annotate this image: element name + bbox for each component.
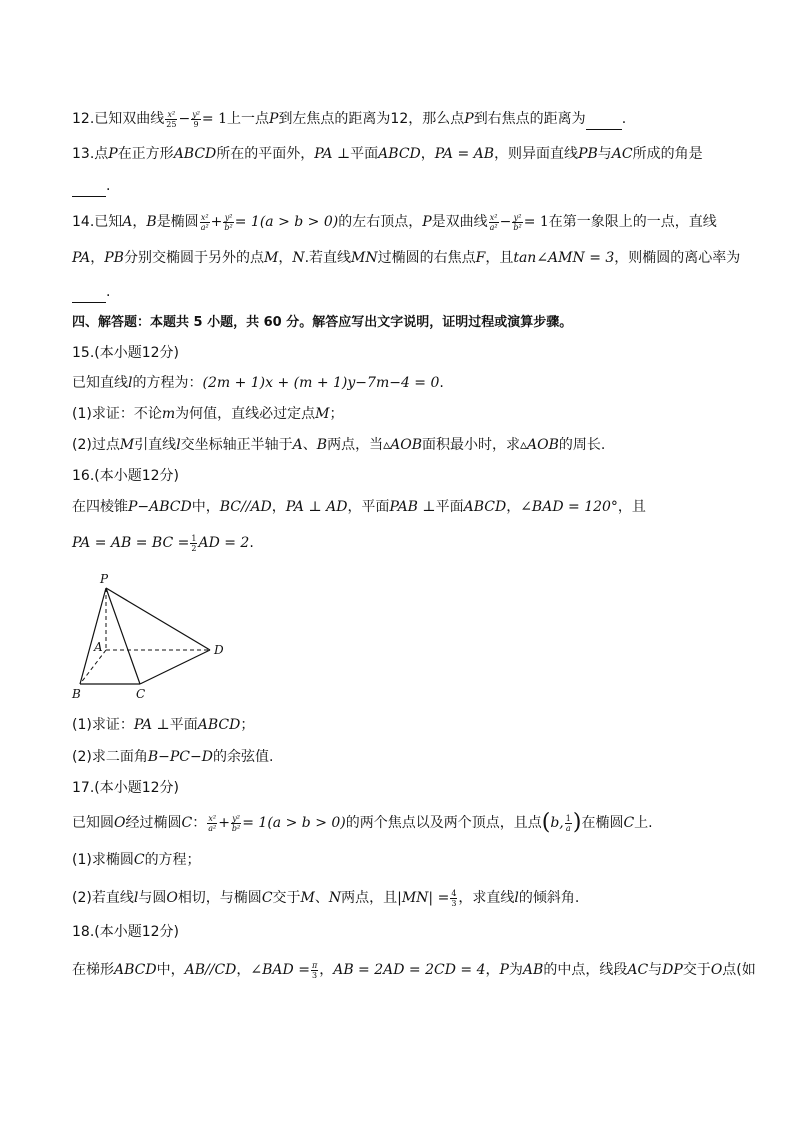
question-13-answer-line: . bbox=[72, 176, 734, 197]
edge-CD bbox=[140, 650, 210, 684]
fraction: $\frac{1}{a}$ bbox=[565, 813, 571, 833]
fraction: $\frac{1}{2}$ bbox=[191, 533, 197, 553]
fraction: $\frac{\text{y²}}{\text{b²}}$ bbox=[231, 813, 241, 833]
vertex-label-B: B bbox=[72, 687, 81, 701]
question-16-heading: 16.(本小题12分) bbox=[72, 468, 180, 484]
fraction: $\frac{\text{x²}}{\text{a²}}$ bbox=[200, 212, 209, 232]
question-17-stem: 已知圆O经过椭圆C： $\frac{\text{x²}}{\text{a²}}$ + $\frac{\text{y²}}{\text{b²}}$ = 1(a > b > 0)的两个焦点以及两个顶点，且点(b, $\frac{1}{a}$ )在椭圆C上. bbox=[72, 810, 653, 835]
answer-blank bbox=[72, 176, 106, 197]
edge-PB bbox=[80, 588, 106, 684]
question-17-part-1: (1)求椭圆C的方程； bbox=[72, 852, 201, 868]
vertex-label-P: P bbox=[100, 572, 109, 586]
question-14-line-2: PA，PB分别交椭圆于另外的点M，N.若直线MN过椭圆的右焦点F，且tan∠AMN = 3，则椭圆的离心率为 bbox=[72, 250, 741, 266]
section-heading: 四、解答题：本题共 5 小题，共 60 分。解答应写出文字说明，证明过程或演算步骤。 bbox=[72, 315, 573, 330]
vertex-label-D: D bbox=[214, 643, 224, 657]
fraction: $\frac{\text{y²}}{\text{b²}}$ bbox=[224, 212, 233, 232]
vertex-label-A: A bbox=[94, 640, 103, 654]
question-16-stem-line-2: PA = AB = BC = $\frac{1}{2}$ AD = 2. bbox=[72, 533, 254, 553]
fraction: $\frac{\text{y²}}{9}$ bbox=[192, 109, 200, 129]
edge-AB-hidden bbox=[80, 650, 106, 684]
question-17-part-2: (2)若直线l与圆O相切，与椭圆C交于M、N两点，且|MN| = $\frac{4}{3}$ ，求直线l的倾斜角. bbox=[72, 888, 580, 908]
fraction: $\frac{\text{x²}}{\text{a²}}$ bbox=[208, 813, 217, 833]
question-16-stem: 在四棱锥P−ABCD中，BC//AD，PA ⊥ AD，平面PAB ⊥平面ABCD，∠BAD = 120°，且 bbox=[72, 499, 646, 515]
question-14: 14.已知A，B是椭圆 $\frac{\text{x²}}{\text{a²}}$ + $\frac{\text{y²}}{\text{b²}}$ = 1(a > b > 0)的左右顶点，P是双曲线 $\frac{\text{x²}}{\text{a²}}$ − $\frac{\text{y²}}{\text{b²}}$ = 1在第一象限上的一点，直线 bbox=[72, 212, 717, 232]
fraction: $\frac{\pi}{3}$ bbox=[311, 960, 318, 980]
edge-PD bbox=[106, 588, 210, 650]
question-16-part-2: (2)求二面角B−PC−D的余弦值. bbox=[72, 749, 274, 765]
vertex-label-C: C bbox=[136, 687, 146, 701]
fraction: $\frac{\text{x²}}{25}$ bbox=[166, 109, 177, 129]
fraction: $\frac{\text{y²}}{\text{b²}}$ bbox=[513, 212, 522, 232]
question-15-heading: 15.(本小题12分) bbox=[72, 345, 180, 361]
question-16-part-1: (1)求证：PA ⊥平面ABCD； bbox=[72, 717, 255, 733]
question-15-stem: 已知直线l的方程为：(2m + 1)x + (m + 1)y−7m−4 = 0. bbox=[72, 375, 444, 391]
question-15-part-2: (2)过点M引直线l交坐标轴正半轴于A、B两点，当▵AOB面积最小时，求▵AOB的周长. bbox=[72, 437, 606, 453]
question-17-heading: 17.(本小题12分) bbox=[72, 780, 180, 796]
fraction: $\frac{4}{3}$ bbox=[451, 888, 457, 908]
answer-blank bbox=[586, 109, 622, 130]
question-14-answer-line: . bbox=[72, 282, 734, 303]
question-18-heading: 18.(本小题12分) bbox=[72, 924, 180, 940]
question-18-stem: 在梯形ABCD中，AB//CD，∠BAD = $\frac{\pi}{3}$ ，AB = 2AD = 2CD = 4，P为AB的中点，线段AC与DP交于O点(如 bbox=[72, 960, 756, 980]
pyramid-figure bbox=[70, 568, 240, 704]
edge-PC bbox=[106, 588, 140, 684]
answer-blank bbox=[72, 282, 106, 303]
question-13: 13.点P在正方形ABCD所在的平面外，PA ⊥平面ABCD，PA = AB，则异面直线PB与AC所成的角是 bbox=[72, 146, 703, 162]
question-15-part-1: (1)求证：不论m为何值，直线必过定点M； bbox=[72, 406, 344, 422]
fraction: $\frac{\text{x²}}{\text{a²}}$ bbox=[489, 212, 498, 232]
question-12: 12.已知双曲线 $\frac{\text{x²}}{25}$ − $\frac{\text{y²}}{9}$ = 1上一点P到左焦点的距离为12，那么点P到右焦点的距离为 . bbox=[72, 109, 627, 129]
